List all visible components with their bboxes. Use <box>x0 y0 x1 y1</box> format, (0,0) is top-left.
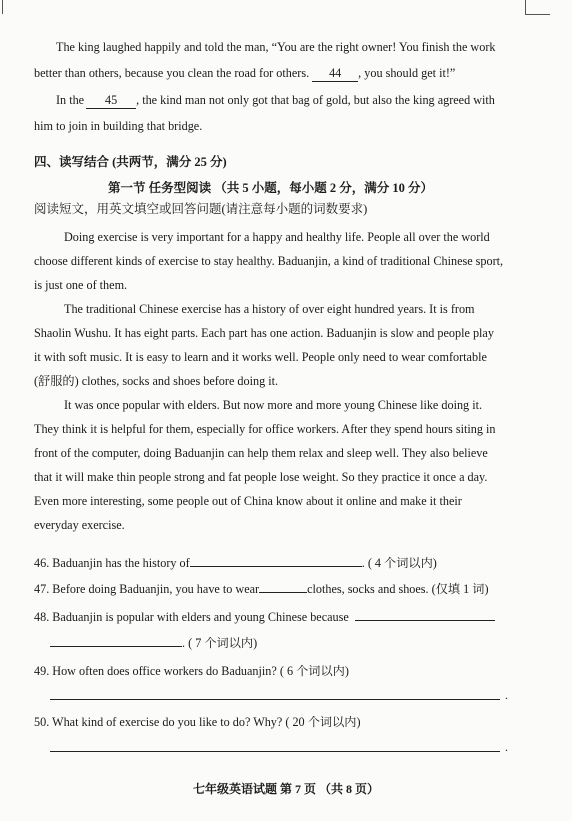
question-48-text: 48. Baduanjin is popular with elders and young Chinese because <box>34 610 349 624</box>
answer-48-blank-b[interactable] <box>50 646 182 647</box>
story-line-3-post: , the kind man not only got that bag of gold, but also the king agreed with <box>136 93 495 107</box>
passage-p3-line-1: It was once popular with elders. But now more and more young Chinese like doing it. <box>64 398 483 412</box>
answer-47-blank[interactable] <box>259 592 307 593</box>
section-title: 四、读写结合 (共两节，满分 25 分) <box>34 155 227 169</box>
passage-p1-line-2: choose different kinds of exercise to stay healthy. Baduanjin, a kind of traditional Chinese sport, <box>34 254 504 268</box>
passage-p1-line-3: is just one of them. <box>34 278 128 292</box>
question-47-limit: clothes, socks and shoes. (仅填 1 词) <box>307 582 489 596</box>
corner-mark-left <box>2 0 3 14</box>
answer-49-line[interactable] <box>50 699 500 700</box>
story-line-3-pre: In the <box>56 93 85 107</box>
corner-mark-right <box>525 0 550 15</box>
blank-44: 44 <box>312 66 358 82</box>
answer-50-line[interactable] <box>50 751 500 752</box>
passage-p2-line-3: it with soft music. It is easy to learn and it works well. People only need to wear comfortable <box>34 350 487 364</box>
answer-48-blank-a[interactable] <box>355 620 495 621</box>
passage-p2-line-1: The traditional Chinese exercise has a history of over eight hundred years. It is from <box>64 302 475 316</box>
question-50: 50. What kind of exercise do you like to do? Why? ( 20 个词以内) <box>34 715 361 729</box>
question-46 <box>34 551 437 575</box>
passage-p2-line-4: (舒服的) clothes, socks and shoes before doing it. <box>34 374 279 388</box>
passage-p3-line-2: They think it is helpful for them, especially for office workers. After they spend hours siting in <box>34 422 496 436</box>
question-46-limit: . ( 4 个词以内) <box>361 556 437 570</box>
passage-p3-line-3: front of the computer, doing Baduanjin can help them relax and sleep well. They also believe <box>34 446 488 460</box>
passage-p1-line-1: Doing exercise is very important for a happy and healthy life. People all over the world <box>64 230 490 244</box>
question-49: 49. How often does office workers do Baduanjin? ( 6 个词以内) <box>34 664 349 678</box>
question-48 <box>34 605 495 629</box>
instruction: 阅读短文，用英文填空或回答问题(请注意每小题的词数要求) <box>34 202 368 216</box>
passage-p2-line-2: Shaolin Wushu. It has eight parts. Each part has one action. Baduanjin is slow and people play <box>34 326 494 340</box>
question-48-limit: . ( 7 个词以内) <box>182 636 258 650</box>
story-line-2-post: , you should get it!” <box>358 66 456 80</box>
story-line-2 <box>34 61 455 85</box>
passage-p3-line-6: everyday exercise. <box>34 518 125 532</box>
blank-45: 45 <box>86 93 136 109</box>
question-47 <box>34 577 489 601</box>
question-48-cont <box>50 631 257 655</box>
question-46-text: 46. Baduanjin has the history of <box>34 556 190 570</box>
answer-49-period: . <box>505 688 508 702</box>
part-title: 第一节 任务型阅读 （共 5 小题，每小题 2 分，满分 10 分） <box>108 181 434 195</box>
story-line-3 <box>56 88 495 112</box>
page-footer: 七年级英语试题 第 7 页 （共 8 页） <box>192 782 379 796</box>
story-line-4: him to join in building that bridge. <box>34 119 203 133</box>
answer-46-blank[interactable] <box>190 566 362 567</box>
story-line-2-pre: better than others, because you clean the road for others. <box>34 66 313 80</box>
question-47-text: 47. Before doing Baduanjin, you have to wear <box>34 582 260 596</box>
story-line-1: The king laughed happily and told the man, “You are the right owner! You finish the work <box>56 40 496 54</box>
answer-50-period: . <box>505 740 508 754</box>
passage-p3-line-5: Even more interesting, some people out of China know about it online and make it their <box>34 494 462 508</box>
passage-p3-line-4: that it will make thin people strong and fat people lose weight. So they practice it once a day. <box>34 470 488 484</box>
